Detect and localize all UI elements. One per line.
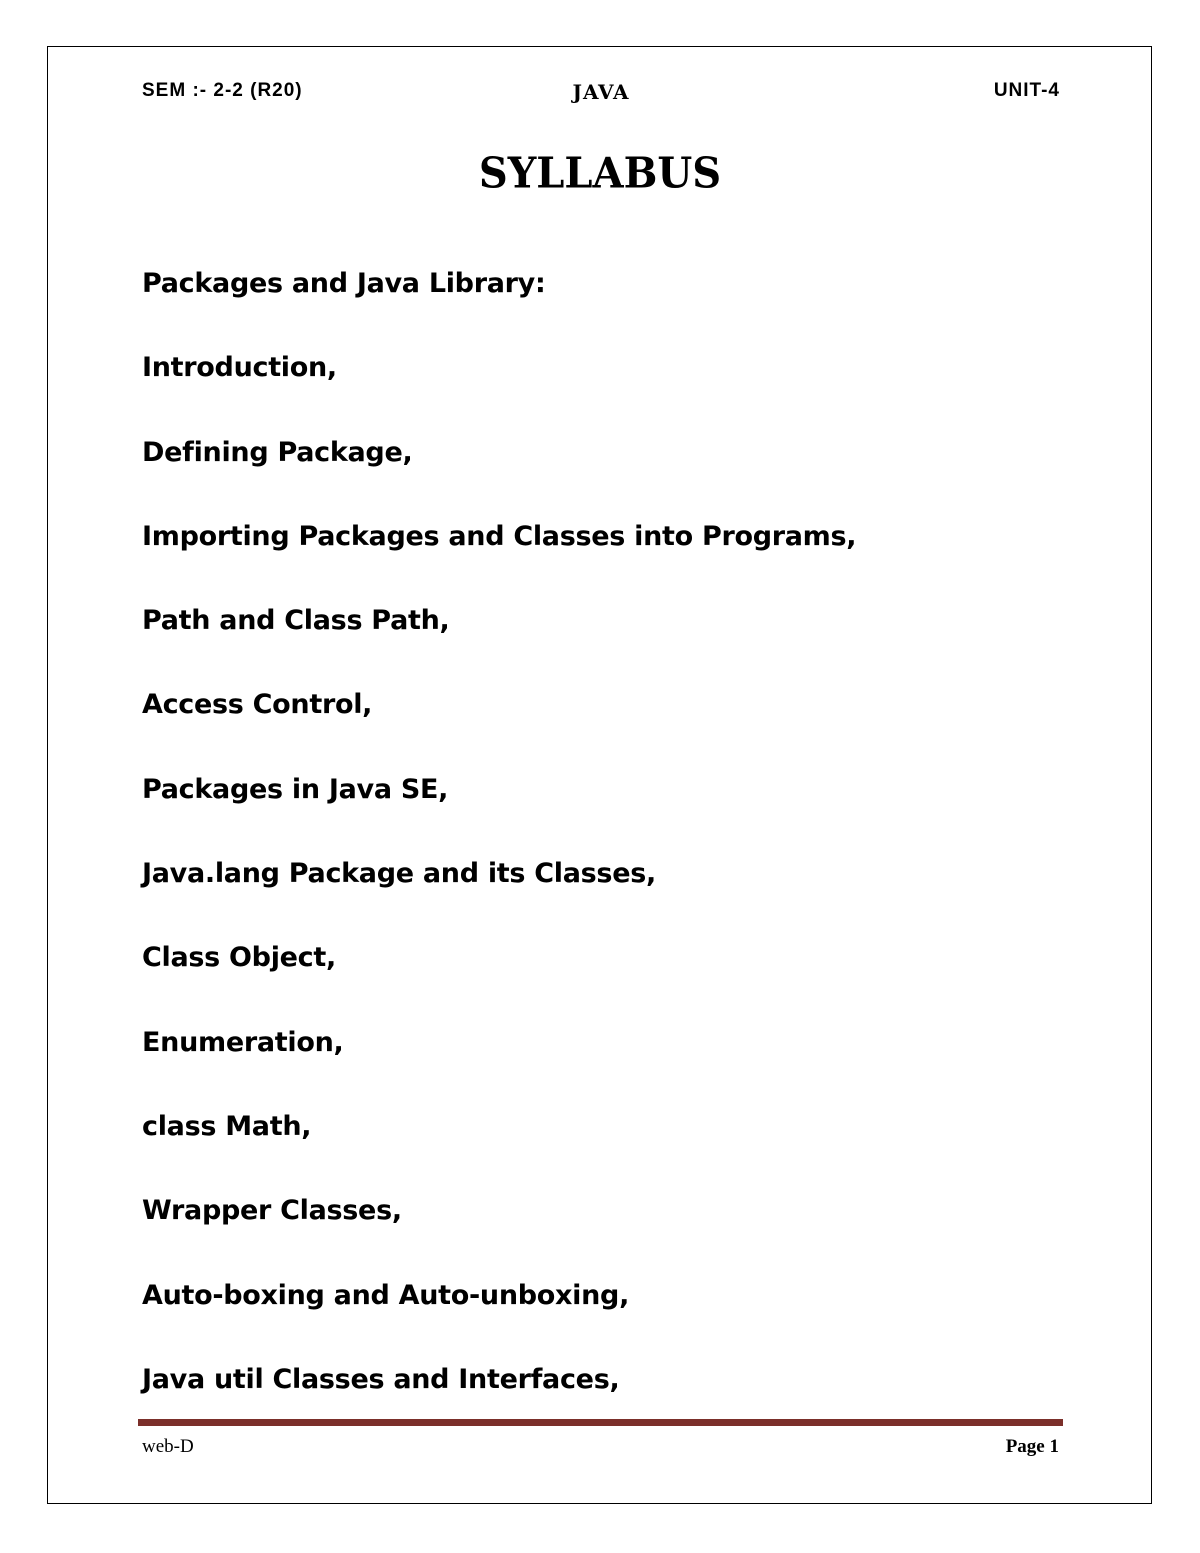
footer-author: web-D (142, 1436, 194, 1457)
topic-item: Introduction, (142, 352, 337, 384)
topic-item: Java util Classes and Interfaces, (142, 1363, 620, 1395)
page-title: SYLLABUS (478, 148, 722, 199)
topic-item: class Math, (142, 1110, 312, 1142)
topic-item: Defining Package, (142, 436, 413, 468)
topic-item: Auto-boxing and Auto-unboxing, (142, 1279, 630, 1311)
topic-item: Wrapper Classes, (142, 1195, 402, 1227)
topic-item: Java.lang Package and its Classes, (142, 858, 656, 890)
topic-item: Importing Packages and Classes into Programs, (142, 520, 857, 552)
topic-item: Class Object, (142, 942, 336, 974)
topic-item: Packages in Java SE, (142, 773, 449, 805)
header-subject: JAVA (572, 80, 630, 104)
header-unit: UNIT-4 (993, 80, 1060, 101)
footer-rule (138, 1419, 1063, 1426)
topic-item: Path and Class Path, (142, 605, 450, 637)
topic-heading: Packages and Java Library: (142, 268, 546, 299)
footer-page-number: Page 1 (1005, 1436, 1059, 1457)
page-header (142, 80, 1060, 106)
topic-item: Enumeration, (142, 1026, 344, 1058)
header-semester: SEM :- 2-2 (R20) (142, 80, 303, 101)
syllabus-topic-list (142, 266, 856, 1446)
topic-item: Access Control, (142, 689, 373, 721)
